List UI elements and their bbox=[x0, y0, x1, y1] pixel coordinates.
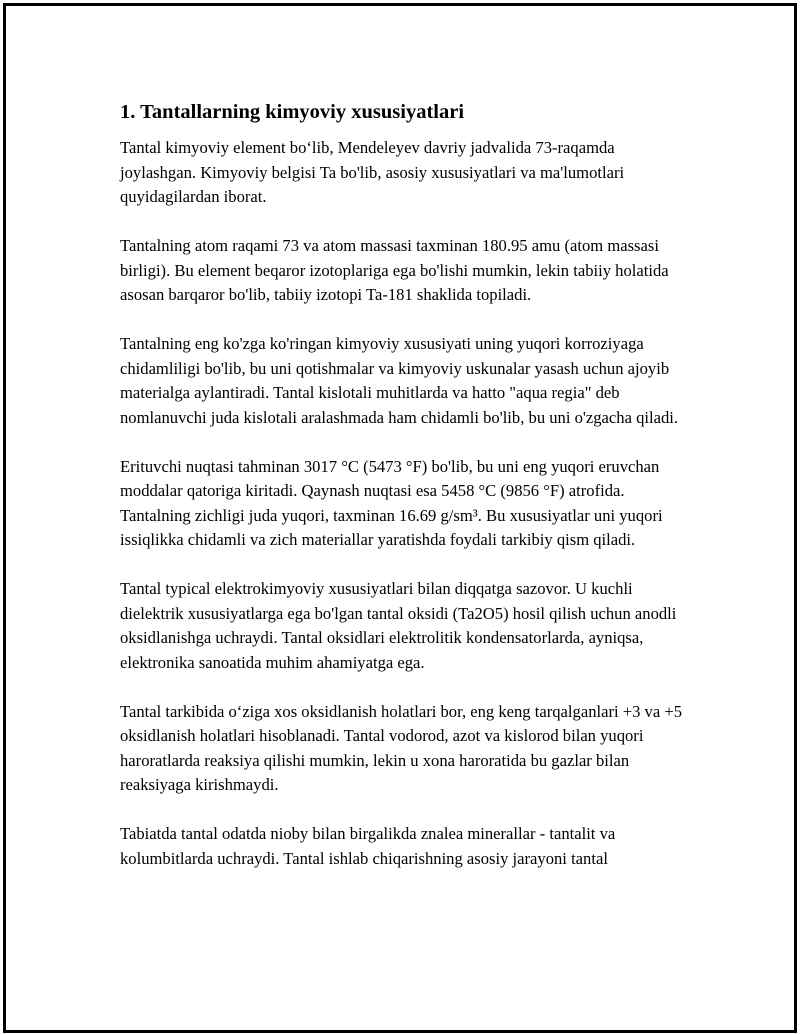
page-frame bbox=[3, 3, 797, 1033]
paragraph-7: Tabiatda tantal odatda nioby bilan birgalikda znalea minerallar - tantalit va kolumbitlarda uchraydi. Tantal ishlab chiqarishning asosiy jarayoni tantal bbox=[120, 824, 616, 868]
paragraph-1: Tantal kimyoviy element bo‘lib, Mendeleyev davriy jadvalida 73-raqamda joylashgan. Kimyoviy belgisi Ta bo'lib, asosiy xususiyatlari va ma'lumotlari quyidagilardan iborat. bbox=[120, 138, 625, 206]
paragraph-6: Tantal tarkibida o‘ziga xos oksidlanish holatlari bor, eng keng tarqalganlari +3 va +5 oksidlanish holatlari hisoblanadi. Tantal vodorod, azot va kislorod bilan yuqori haroratlarda reaksiya qilishi mumkin, lekin u xona haroratida bu gazlar bilan reaksiyaga kirishmaydi. bbox=[120, 701, 683, 794]
paragraph-4: Erituvchi nuqtasi tahminan 3017 °C (5473 °F) bo'lib, bu uni eng yuqori eruvchan moddalar qatoriga kiritadi. Qaynash nuqtasi esa 5458 °C (9856 °F) atrofida. Tantalning zichligi juda yuqori, taxminan 16.69 g/sm³. Bu xususiyatlar uni yuqori issiqlikka chidamli va zich materiallar yaratishda foydali tarkibiy qism qiladi. bbox=[120, 456, 663, 549]
paragraph-2: Tantalning atom raqami 73 va atom massasi taxminan 180.95 amu (atom massasi birligi). Bu element beqaror izotoplariga ega bo'lishi mumkin, lekin tabiiy holatida asosan barqaror bo'lib, tabiiy izotopi Ta-181 shaklida topiladi. bbox=[120, 236, 669, 304]
document-body bbox=[120, 98, 700, 896]
paragraph-3: Tantalning eng ko'zga ko'ringan kimyoviy xususiyati uning yuqori korroziyaga chidamliligi bo'lib, bu uni qotishmalar va kimyoviy uskunalar yasash uchun ajoyib materialga aylantiradi. Tantal kislotali muhitlarda va hatto "aqua regia" deb nomlanuvchi juda kislotali aralashmada ham chidamli bo'lib, bu uni o'zgacha qiladi. bbox=[120, 334, 679, 427]
section-heading: 1. Tantallarning kimyoviy xususiyatlari bbox=[120, 101, 465, 123]
paragraph-5: Tantal typical elektrokimyoviy xususiyatlari bilan diqqatga sazovor. U kuchli dielektrik xususiyatlarga ega bo'lgan tantal oksidi (Ta2O5) hosil qilish uchun anodli oksidlanishga uchraydi. Tantal oksidlari elektrolitik kondensatorlarda, ayniqsa, elektronika sanoatida muhim ahamiyatga ega. bbox=[120, 579, 677, 672]
